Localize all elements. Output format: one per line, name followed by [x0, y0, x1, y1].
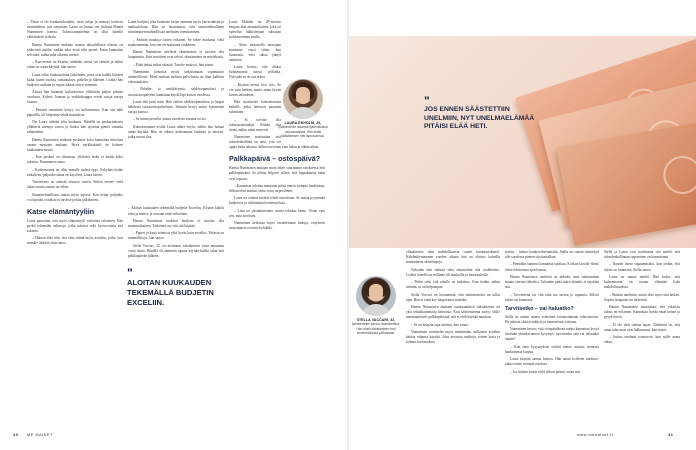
paragraph: – Se tuntui pieneltä, mutta vuodessa summa on iso.	[133, 117, 207, 122]
portrait1-caption-text: työskentelee asiantuntijatehtävissä vakuutusalalla. Hän aloitti säästämisen heti lapsuudessa.	[278, 125, 328, 138]
paragraph: – Haluan elää niin, että raha riittää myös asioihin, jotka ovat minulle tärkeitä, hän sanoo.	[27, 236, 123, 246]
paragraph: Tavoitteena on säästää asuntoa varten. Siihen menee vielä aikaa, mutta suunta on oikea.	[27, 180, 123, 190]
section-heading-lifestyle: Katse elämäntyyliin	[27, 206, 95, 216]
left-col3-after	[229, 166, 325, 231]
folio-right-url: www.menaiset.fi	[576, 432, 614, 437]
folio-right-number: 41	[668, 432, 674, 437]
paragraph: Kuluseurannan avulla Laura näkee myös, mihin hän haluaa rahaa käyttää. Hän on valmis maksamaan laadusta ja asioista, jotka tuovat iloa.	[128, 124, 224, 140]
section-heading-need-or-want: Tarvitsetko – vai haluatko?	[505, 305, 574, 312]
right-col1-body	[406, 250, 500, 345]
paragraph: Numminen kertoo, että ostopäätöksen tueksi kannattaa kysyä itseltään yksinkertainen kysymys: tarvitsenko tätä vai haluanko tämän?	[505, 327, 599, 342]
right-col2-body	[505, 250, 599, 303]
paragraph: Hannu Nummisen mukaan automaattinen säästäminen on yksi tehokkaimmista keinoista. Kun säästösumma siirtyy tilille automaattisesti palkkapäivänä, sitä ei ehdi käyttää muuhun.	[406, 304, 500, 320]
portrait1-caption-name: LAURA EKHOLM, 29,	[284, 121, 322, 125]
paragraph: Stella Vaccari, 32, on aloittanut säästämisen vasta muutama vuosi sitten. Hänellä oli aiemmin tapana käyttää kaikki rahat heti palkkapäivän jälkeen.	[128, 243, 224, 258]
paragraph: Laura teki juuri näin. Hän vaihtoi sähkösopimuksen ja luopui kahdesta suoratoistopalvelusta. Säästöä kertyi useita kymmeniä euroja kuussa.	[128, 99, 224, 115]
paragraph: Hannu Numminen muistuttaa, että jokaisen talous on erilainen. Kannattaa löytää omat keinot ja pysyä niissä.	[604, 304, 680, 320]
paragraph: – Tunnen itseni vapaammaksi, kun tiedän, että talous on kunnossa, Stella sanoo.	[604, 262, 680, 272]
paragraph: – Pitää tietää, miksi säästää. Tavoite motivoi, hän sanoo.	[133, 62, 215, 67]
paragraph: ylimääräiset tulot mahdollistavat suuret kuukausisäästöt. Kahdenkymmenen vuoden aikana hän on ehtinyt kokeilla monenlaisia säästötapoja.	[406, 250, 500, 265]
paragraph: – Pidän siitä, että rahalla on tarkoitus. Kun tiedän, mihin säästän, se on helpompaa.	[406, 280, 500, 290]
left-col1-body	[27, 20, 123, 203]
portrait-stella-vaccari	[356, 276, 396, 316]
banknotes-photo	[349, 36, 696, 248]
paragraph: Numminen kehottaa myös tarkistamaan sopimukset säännöllisesti. Moni maksaa turhista palveluista tai liian kalliista vakuutuksista.	[128, 69, 224, 85]
paragraph: Stella Vaccari on huomannut, että säästämisestä on tullut tapa. Hän ei enää koe luopuvansa mistään.	[406, 292, 500, 302]
paragraph: – Kuluseuranta on ollut minulle tärkeä oppi. Nykyään tiedän tarkalleen, paljonko rahaa on käytössä, Laura kertoo.	[27, 167, 123, 177]
paragraph: Laura tekee kuukausittain laskelman, jossa ovat kaikki kiinteät kulut, kuten vuokra, vakuutukset, puhelin ja liikenne. Lisäksi hän budjetoi ruokaan ja vapaa-aikaan tietyn summan.	[27, 72, 123, 87]
right-col3-body	[604, 250, 680, 345]
paragraph: Hannu Nummisen mukaan puskurin koko kannattaa mitoittaa omien menojen mukaan. Hyvä nyrkkisääntö on kolmen kuukauden menot.	[27, 137, 123, 152]
paragraph: – Se on helpoin tapa aloittaa, hän sanoo.	[411, 322, 469, 327]
paragraph: – Tavoitteena on, että raha tuo turvaa ja vapautta. Silloin talous on kunnossa.	[505, 292, 599, 302]
paragraph: – Kannattaa odottaa muutama päivä ennen isompia hankintoja. Silloin ehtii miettiä, onko ostos tarpeellinen.	[229, 183, 325, 193]
portrait2-caption-name: STELLA VACCARI, 32,	[356, 318, 396, 322]
left-column-1	[27, 20, 123, 438]
right-column-2	[505, 250, 599, 428]
portrait2-caption-text: työskentelee johdon assistenttina. Hän aloitti säästämisen heti ensimmäisestä palkastaan.	[352, 322, 400, 335]
section-heading-payday: Palkkapäivä – ostospäivä?	[229, 154, 321, 164]
paragraph: – Jos haluan jotain vielä viikon päästä, ostan sen.	[510, 369, 581, 374]
paragraph: Numminen muistuttaa, että taloudenhallinta on taito, jota voi oppia kuka tahansa. Siihen tarvitaan vain halua ja vähän aikaa.	[229, 135, 320, 150]
photo-pull-quote	[424, 94, 546, 132]
right-col2-after	[505, 315, 599, 375]
portrait-body	[287, 107, 319, 119]
paragraph: Hannu Nummisen mielestä säästämisen ei tarvitse olla luopumista. Kun tavoitteet ovat selvät, säästäminen on mielekästä.	[128, 50, 224, 60]
right-column-1	[406, 250, 500, 428]
paragraph: Alussa hän huomasi kuluttavansa yllättävän paljon pieniin ostoksiin. Kahvit, lounaat ja verkkokauppa veivät satoja euroja kuussa.	[27, 90, 123, 105]
pull-quote-left	[127, 268, 222, 308]
left-col2-body	[128, 20, 224, 140]
folio-left-number: 40	[13, 432, 19, 437]
paragraph: – Ei tarvitse olla talousasiantuntija. Riittää, että tietää, mihin rahat menevät.	[229, 117, 281, 132]
left-col1-after	[27, 219, 123, 247]
paragraph: – Säästän matkoja varten erikseen. Se tekee matkasta vielä mukavamman, kun sen on maksanut etukäteen.	[128, 37, 224, 47]
paragraph: – Ei ole yhtä oikeaa tapaa. Tärkeintä on, että omat raha-asiat ovat hallinnassa, hän sanoo.	[604, 322, 680, 332]
paragraph: Hannu Nummisen mukaan budjetin ei tarvitse olla monimutkainen. Tärkeintä on, että sitä käyttää.	[128, 218, 224, 228]
pull-quote-text: ALOITAN KUUKAUDEN TEKEMÄLLÄ BUDJETIN EXCELIIN.	[127, 278, 214, 307]
paragraph: Numminen kehottaa myös vertailemaan hintoja, erityisesti suurempien ostosten kohdalla.	[229, 221, 325, 231]
paragraph: Nyt Laura säästää joka kuukausi. Hänellä on puskurirahasto yllättäviä menoja varten ja lisäksi hän sijoittaa pieniä summia rahastoihin.	[27, 120, 123, 135]
photo-pull-quote-text: JOS ENNEN SÄÄSTETTIIN UNELMIIN, NYT UNELMAELÄMÄÄ PITÄISI ELÄÄ HETI.	[424, 106, 535, 131]
quote-spacer	[128, 142, 224, 206]
paragraph: Suunnitelmallisuus auttaa myös arjessa. Kun tietää, paljonko voi käyttää, ostoksia ei tarvitse pohtia jälkikäteen.	[27, 192, 123, 202]
paragraph: Laura painottaa, että myös elämäntyyli vaikuttaa talouteen. Hän pyrkii tekemään valintoja, jotka tukevat sekä hyvinvointia että taloutta.	[27, 218, 123, 233]
paragraph: Hannu Nummisen mukaan moni tekee suurimmat ostoksensa heti palkkapäivänä. Se johtaa helposti siihen, että loppukuusta rahat ovat lopussa.	[229, 166, 325, 181]
paragraph: Stella ja Laura ovat molemmat sitä mieltä, että taloudenhallinnan oppiminen on kannattanut.	[604, 250, 680, 260]
portrait-face	[369, 284, 383, 301]
paragraph: – Tämä ei ole kuukausibudjetti, vaan tuloja ja menoja koskeva suunnitelma, jota seurataan. Laura on luonut sen yhdessä Hannu Nummisen kanssa. Taloussuunnitelma on ollut hänelle välttämätön työkalu.	[27, 20, 123, 40]
portrait-face	[296, 87, 310, 104]
right-column-3	[604, 250, 680, 428]
paragraph: Laura kertoo, että aluksi kuluseuranta tuntui työläältä. Nykyään se on osa arkea.	[229, 65, 281, 80]
paragraph: Stella on saanut monet ystävänsä kiinnostumaan raha-asioista. He jakavat säästövinkkejä ja kannustavat toisiaan.	[505, 314, 599, 324]
paragraph: Laura käyttää samaa keinoa. Hän antaa itselleen harkinta-aikaa ennen isompia ostoksia.	[505, 357, 599, 367]
paragraph: – Aloin tarkastella menojani muutama vuosi sitten, kun huomasin, ettei rahaa jäänyt säästöön.	[229, 42, 281, 62]
folio-left-title: ME NAISET	[27, 432, 54, 437]
paragraph: Laura Ekholm on 29-vuotias kaupan alan ammattilainen, joka on opetellut hallitsemaan rahojaan kuluseurannan avulla.	[229, 20, 281, 40]
paragraph: – Kirjaan menot heti ylös. Se vie vain hetken, mutta antaa hyvän kuvan taloudesta.	[229, 82, 281, 97]
paragraph: – Puhelin- ja nettiliittymät, sähkösopimukset ja suoratoistopalvelut kannattaa käydä läpi kerran vuodessa.	[128, 87, 224, 97]
paragraph: – Paperi ja kynä toimivat yhtä hyvin kuin sovellus. Pääasia on säännöllisyys, hän sanoo.	[128, 231, 224, 241]
paragraph: Numminen suosittelee myös miettimään, millaisiin asioihin haluaa rahansa käyttää. Joku arvostaa matkoja, toinen kotia ja kolmas harrastuksia.	[406, 329, 500, 345]
portrait2-caption	[350, 318, 402, 335]
paragraph: – Säästän unelmiin, mutta elän myös tätä hetkeä. Sopiva tasapaino on tärkeintä.	[604, 292, 680, 302]
paragraph: – Kun menot on kirjattu, nähdään, mistä voi säästää ja mihin rahaa on varaa käyttää, hän sanoo.	[27, 60, 123, 70]
paragraph: Hän suosittelee kuluseurantaa kaikille, jotka haluavat parantaa talouttaan.	[229, 100, 281, 115]
portrait1-caption	[278, 121, 328, 138]
paragraph: – Pieniäkin summia kannattaa sijoittaa. Korkoa korolle -ilmiö tekee tehtävänsä ajan kanssa.	[505, 262, 599, 272]
paragraph: Hannu Nummisen mukaan monen taloudellinen tilanne on jatkuvasti tiukka, vaikka tulot eivät olisi pienet. Ensin kannattaa selvittää, mihin raha oikeasti menee.	[27, 42, 123, 57]
paragraph: Nykyään hän säästää sekä rahastoihin että osakkeisiin. Lisäksi hänellä on erillinen tili matkoille ja harrastuksille.	[406, 267, 500, 277]
paragraph: – Joskus unelmat toteutuvat, kun niille antaa aikaa.	[604, 335, 680, 345]
paragraph: – Kun puskuri on olemassa, yllättävä lasku ei kaada koko taloutta, Numminen sanoo.	[27, 155, 123, 165]
quote-mark-icon: "	[127, 266, 133, 280]
paragraph: Hannu Nummisen mielestä on tärkeää, ettei säästäminen muutu stressin aiheeksi. Talouden pitää tukea elämää, ei rajoittaa sitä.	[505, 274, 599, 290]
quote-mark-icon: "	[424, 94, 430, 108]
paragraph: joskus – tuntua konkreettisemmalta. Stella on saanut säästettyä alle vuodessa pienen sijoitussalkun.	[505, 250, 599, 260]
paragraph: – Aloitan kuukauden tekemällä budjetin Exceliin. Kirjaan kaikki tulot ja menot, ja seuraan niitä viikoittain.	[128, 206, 224, 216]
paragraph: Laura on ottanut tavaksi tehdä ostoslistan. Se auttaa pysymään budjetissa ja välttämään heräteostoksia.	[229, 196, 325, 206]
portrait-body	[360, 304, 392, 316]
paragraph: – Pienistä summista kertyy iso kokonaisuus. Kun sen näki paperilla, oli helpompi tehdä muutoksia.	[27, 107, 123, 117]
paragraph: Laura on samaa mieltä. Hän kokee, että kuluseuranta on tuonut elämään lisää mahdollisuuksia.	[604, 274, 680, 290]
left-column-2	[128, 20, 224, 438]
paragraph: Laura budjetoi joka kuukausi tietyn summan myös harrastuksiin ja matkusteluun. Hän on huomannut, että suunnitelmallinen säästäminen mahdollistaa unelmien toteuttamisen.	[128, 20, 224, 35]
paragraph: – Lista on yksinkertainen, mutta tehokas keino. Ostan vain sen, mitä tarvitsen.	[229, 208, 325, 218]
portrait-laura-ekholm	[283, 79, 323, 119]
paragraph: – Kun tuon kysymyksen esittää ennen ostosta, monesta hankinnasta luopuu.	[505, 344, 599, 354]
